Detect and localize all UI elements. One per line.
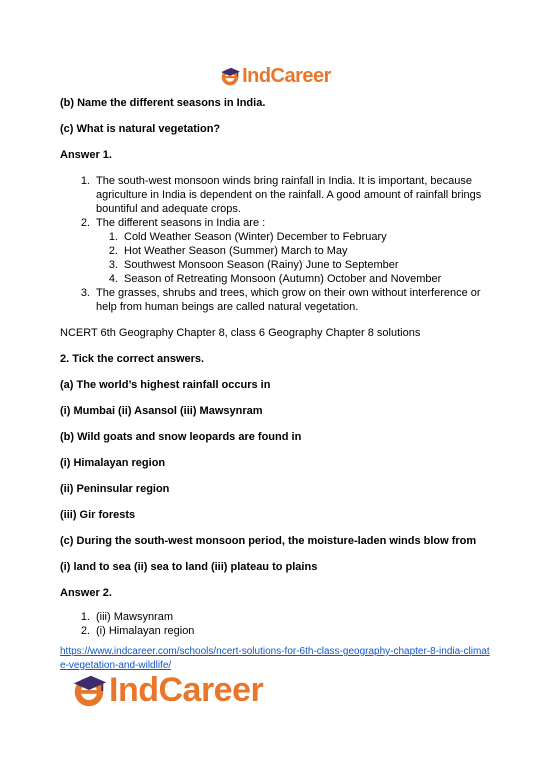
list-item: 2. Hot Weather Season (Summer) March to May bbox=[108, 245, 348, 257]
list-item: 1. Cold Weather Season (Winter) December to February bbox=[108, 231, 387, 243]
list-item: 4. Season of Retreating Monsoon (Autumn) October and November bbox=[108, 273, 442, 285]
answer2-list bbox=[60, 610, 490, 638]
question-b: (b) Name the different seasons in India. bbox=[60, 97, 266, 109]
answer1-heading: Answer 1. bbox=[60, 149, 112, 161]
list-item: 2. (i) Himalayan region bbox=[80, 625, 195, 637]
question-2a: (a) The world’s highest rainfall occurs in bbox=[60, 379, 271, 391]
logo-text: IndCareer bbox=[242, 65, 331, 87]
question-2b: (b) Wild goats and snow leopards are found in bbox=[60, 431, 302, 443]
question-2a-options: (i) Mumbai (ii) Asansol (iii) Mawsynram bbox=[60, 405, 263, 417]
document-content bbox=[60, 96, 490, 672]
list-item: 2. The different seasons in India are : 1. Cold Weather Season (Winter) December to February 2. Hot Weather Season (Summer) March to May 3. Southwest Monsoon Season (Rainy) June to September 4. Season of Retreating Monsoon (Autumn) October and November bbox=[74, 216, 490, 286]
answer1-list bbox=[60, 174, 490, 314]
list-item: 3. The grasses, shrubs and trees, which grow on their own without interference or help from human beings are called natural vegetation. bbox=[80, 287, 481, 313]
seasons-sublist bbox=[74, 230, 490, 286]
question-2b-option1: (i) Himalayan region bbox=[60, 457, 166, 469]
list-item: 1. (iii) Mawsynram bbox=[80, 611, 173, 623]
mortarboard-e-icon bbox=[219, 65, 241, 87]
ncert-line: NCERT 6th Geography Chapter 8, class 6 Geography Chapter 8 solutions bbox=[60, 327, 421, 339]
logo-text: IndCareer bbox=[109, 671, 264, 709]
question-2b-option2: (ii) Peninsular region bbox=[60, 483, 170, 495]
question-2b-option3: (iii) Gir forests bbox=[60, 509, 136, 521]
footer-logo bbox=[70, 670, 263, 710]
question-2c-options: (i) land to sea (ii) sea to land (iii) plateau to plains bbox=[60, 561, 318, 573]
source-url-link[interactable]: https://www.indcareer.com/schools/ncert-solutions-for-6th-class-geography-chapter-8-india-climate-vegetation-and-wildlife/ bbox=[60, 646, 490, 671]
answer2-heading: Answer 2. bbox=[60, 587, 112, 599]
header-logo bbox=[0, 64, 550, 88]
section2-heading: 2. Tick the correct answers. bbox=[60, 353, 205, 365]
question-c: (c) What is natural vegetation? bbox=[60, 123, 221, 135]
list-item: 1. The south-west monsoon winds bring rainfall in India. It is important, because agriculture in India is dependent on the rainfall. A good amount of rainfall brings bountiful and adequate crops. bbox=[80, 175, 482, 215]
mortarboard-e-icon bbox=[70, 671, 108, 709]
list-item: 3. Southwest Monsoon Season (Rainy) June to September bbox=[108, 259, 399, 271]
question-2c: (c) During the south-west monsoon period, the moisture-laden winds blow from bbox=[60, 535, 477, 547]
